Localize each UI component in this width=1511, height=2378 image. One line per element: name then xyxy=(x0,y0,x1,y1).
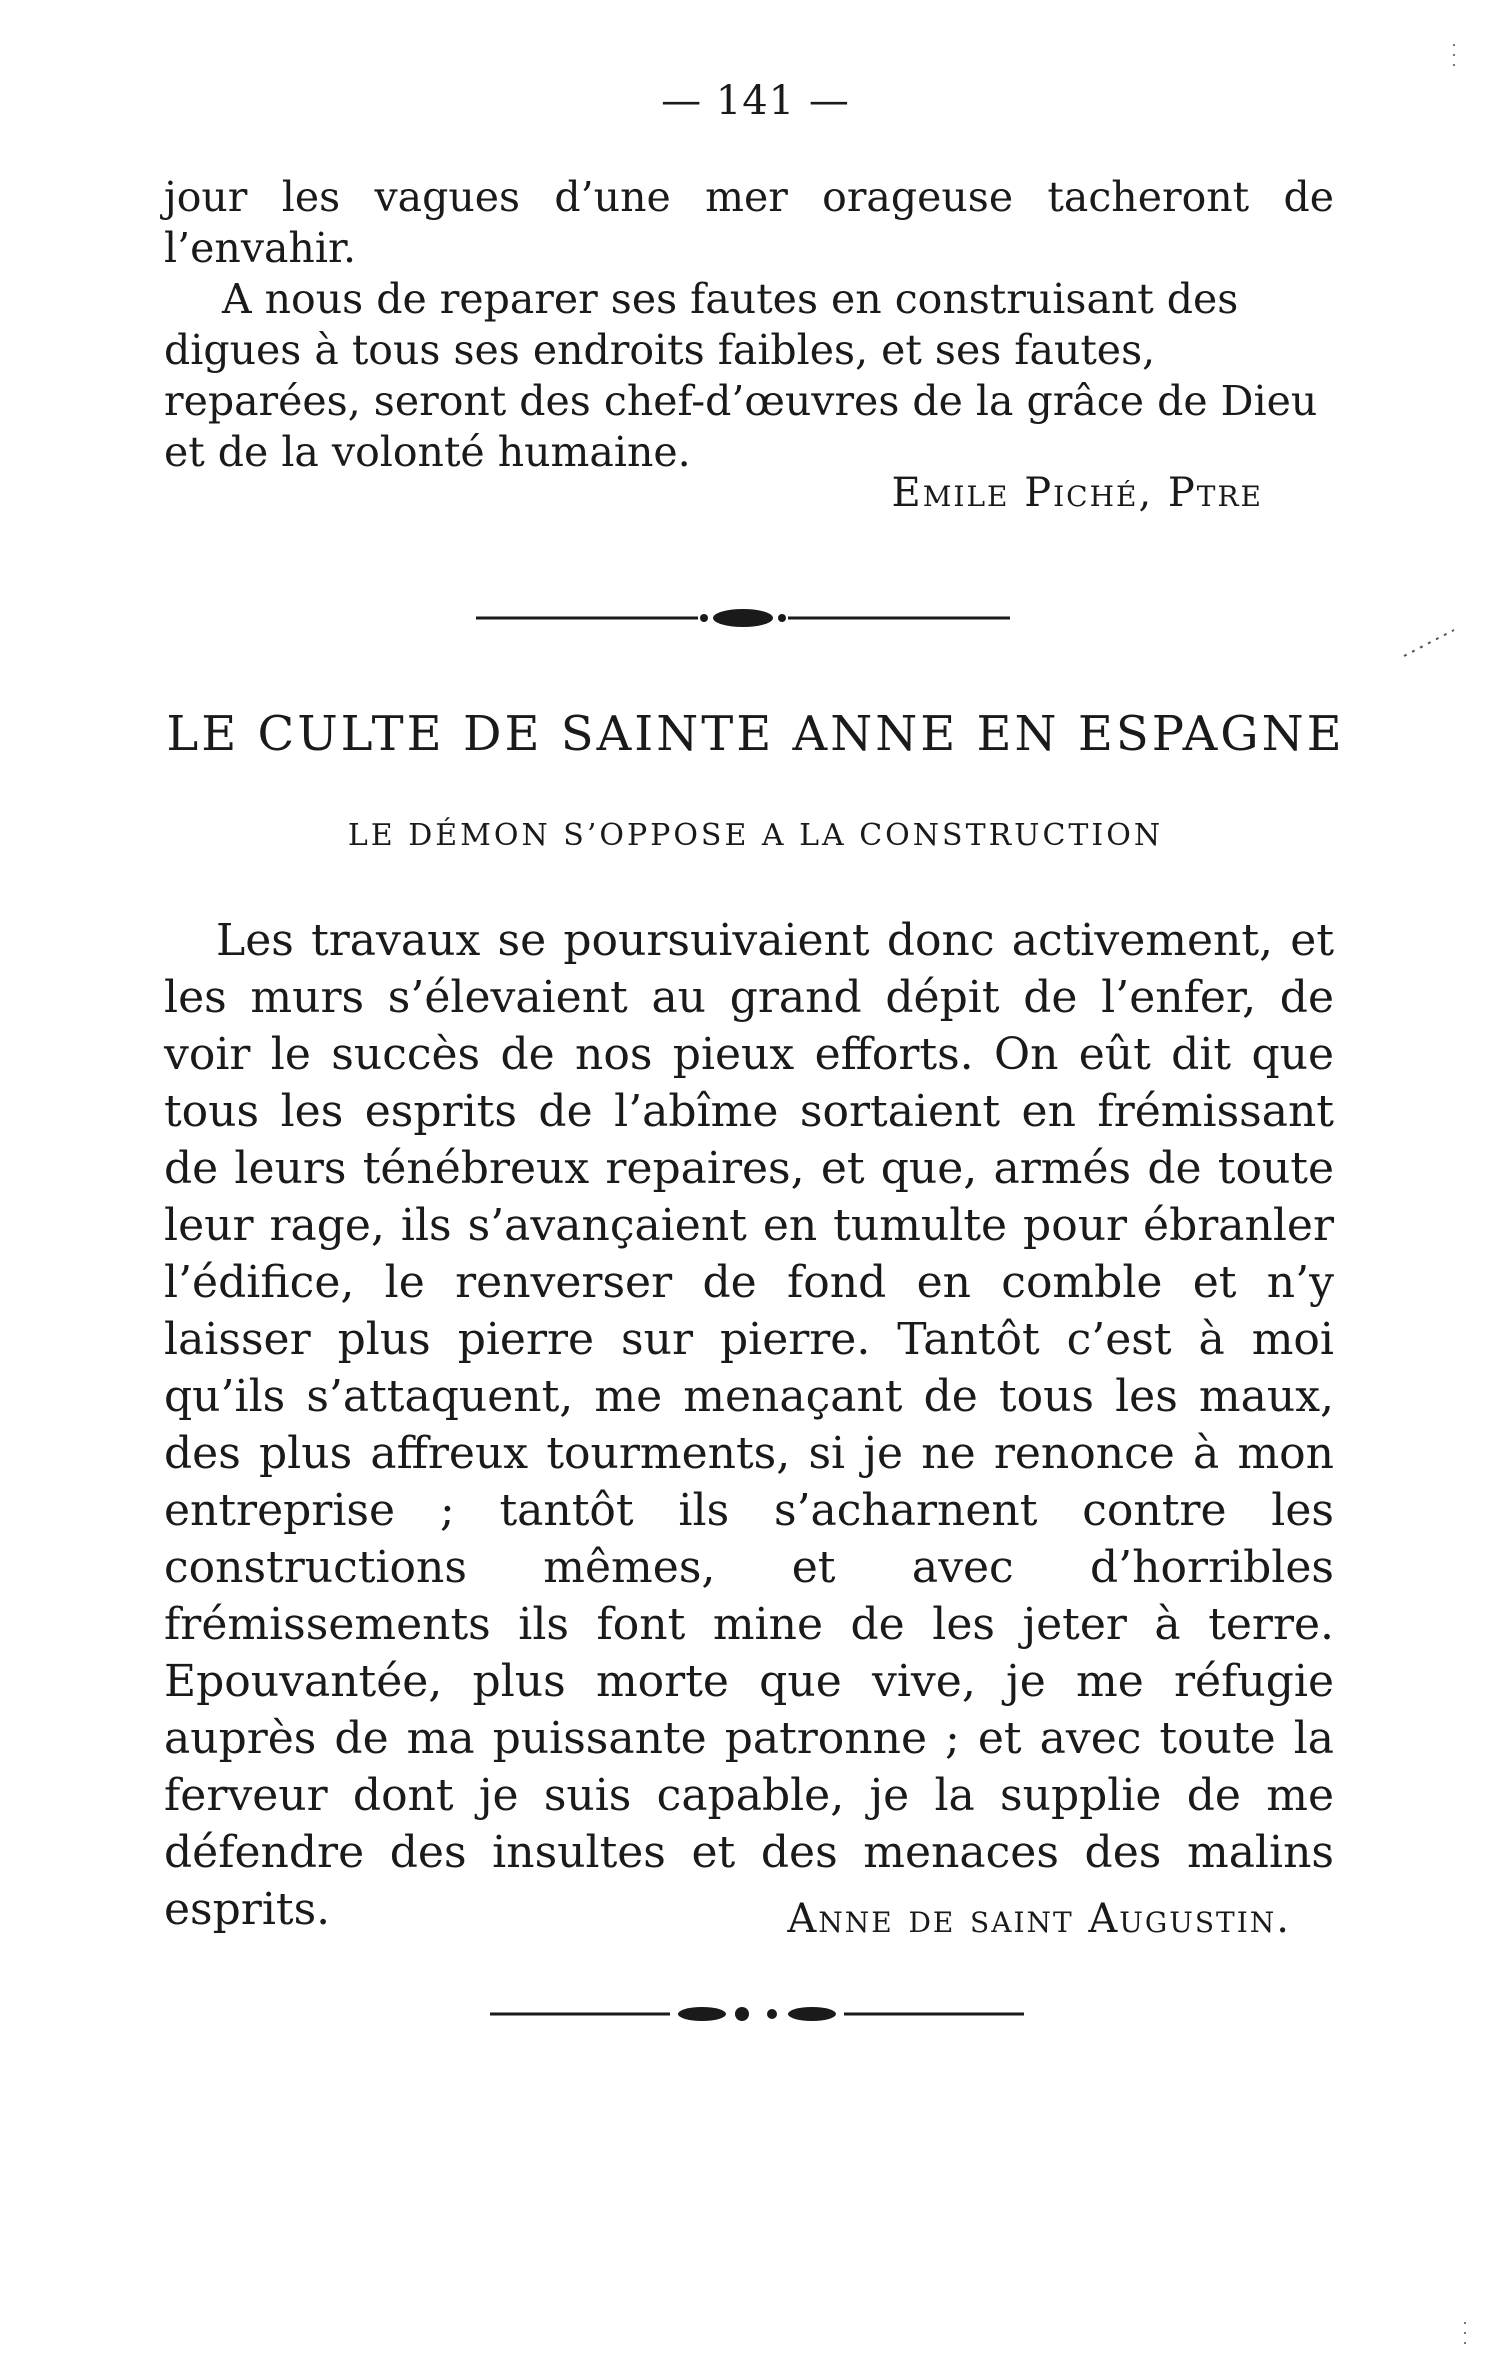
margin-speck-top xyxy=(1448,40,1460,80)
closing-paragraph: A nous de reparer ses fautes en construisant des digues à tous ses endroits faibles, et ses fautes, reparées, seront des chef-d’œuvres de la grâce de Dieu et de la volonté humaine. xyxy=(164,275,1318,476)
signature-anne-de-saint-augustin: Anne de saint Augustin. xyxy=(787,1896,1291,1942)
signature-emile-piche: Emile Piché, Ptre xyxy=(891,470,1263,516)
end-divider-ornament xyxy=(490,1994,1024,2034)
page-number: — 141 — xyxy=(661,78,850,124)
margin-speck-mark xyxy=(1400,600,1460,660)
article-title: LE CULTE DE SAINTE ANNE EN ESPAGNE xyxy=(166,706,1345,762)
continued-paragraph: jour les vagues d’une mer orageuse tacheront de l’envahir. xyxy=(164,173,1334,272)
article-body-paragraph: Les travaux se poursuivaient donc activement, et les murs s’élevaient au grand dépit de l’enfer, de voir le succès de nos pieux efforts. On eût dit que tous les esprits de l’abîme sortaient en frémissant de leurs ténébreux repaires, et que, armés de toute leur rage, ils s’avançaient en tumulte pour ébranler l’édifice, le renverser de fond en comble et n’y laisser plus pierre sur pierre. Tantôt c’est à moi qu’ils s’attaquent, me menaçant de tous les maux, des plus affreux tourments, si je ne renonce à mon entreprise ; tantôt ils s’acharnent contre les constructions mêmes, et avec d’horribles frémissements ils font mine de les jeter à terre. Epouvantée, plus morte que vive, je me réfugie auprès de ma puissante patronne ; et avec toute la ferveur dont je suis capable, je la supplie de me défendre des insultes et des menaces des malins esprits. xyxy=(164,915,1334,1935)
section-divider-ornament xyxy=(476,598,1010,638)
previous-article-ending xyxy=(164,172,1334,478)
margin-speck-bottom xyxy=(1460,2320,1470,2350)
article-subtitle: LE DÉMON S’OPPOSE A LA CONSTRUCTION xyxy=(347,818,1164,853)
